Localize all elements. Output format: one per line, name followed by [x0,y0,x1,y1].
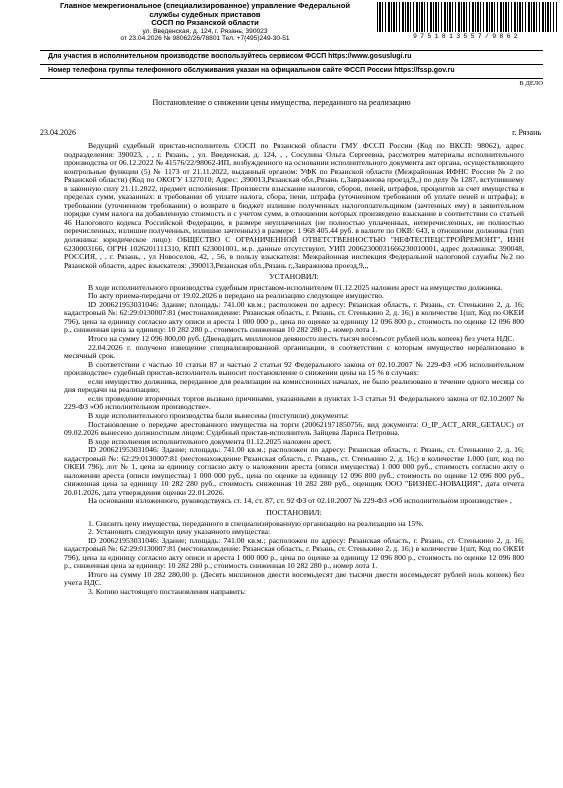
issuer-org-line: службы судебных приставов [149,9,261,19]
phone-notice: Номер телефона группы телефонного обслуживания указан на официальном сайте ФССП России https://fssp.gov.ru [48,67,455,74]
document-city: г. Рязань [512,128,541,137]
filing-note: В ДЕЛО [519,80,543,87]
established-paragraph: Итого на сумму 12 096 800,00 руб. (Двенадцать миллионов девяносто шесть тысяч восемьсот рублей ноль копеек) без учета НДС. [88,334,515,344]
established-paragraph: В ходе исполнения исполнительного документа 01.12.2025 наложен арест. [88,436,332,446]
established-paragraph: Постановление о передаче арестованного имущества на торги (200621971850756, вид документа: O_IP_ACT_ARR_GETAUC) от 09.02.2026 вынесено должностным лицом: Судебный пристав-исполнитель Зайцева Лариса Петровна. [64,419,524,438]
resolved-paragraph: 2. Установить следующую цену указанного имущества: [88,527,271,537]
header-divider [40,50,543,51]
barcode-bars [377,2,557,32]
established-section [64,284,524,506]
established-paragraph: если имущество должника, переданное для реализации на комиссионных началах, не было реализовано в течение одного месяца со дня передачи на реализацию; [64,376,524,395]
resolved-section [64,520,524,597]
established-paragraph: если проведение вторичных торгов вызвано причинами, указанными в пунктах 1-3 статьи 91 Федерального закона от 02.10.2007 № 229-ФЗ «Об исполнительном производстве». [64,393,524,412]
issuer-org-line: Главное межрегиональное (специализированное) управление Федеральной [59,1,351,10]
gosuslugi-notice: Для участия в исполнительном производстве воспользуйтесь сервисом ФССП https://www.gosuslugi.ru [48,53,412,60]
document-number-phone: от 23.04.2026 № 98062/26/78801 Тел. +7(495)249-30-51 [120,35,290,43]
resolved-paragraph: 3. Копию настоящего постановления направить: [88,586,247,596]
intro-paragraph: Ведущий судебный пристав-исполнитель СОСП по Рязанской области ГМУ ФССП России (Код по ВКСП: 98062), адрес подразделения: 390023, , , г. Рязань, , ул. Введенская, д. 124, , , Сосулина Ольга Сергеевна, рассмотрев материалы исполнительного производства от 06.12.2022 № 41576/22/98062-ИП, возбужденного на основании исполнительного документа акт органа, осуществляющего контрольные функции (5) № 1173 от 21.11.2022, выданный органом: УФК по Рязанской области (Межрайонная ИФНС России № 2 по Рязанской области) (Код по ОКОГУ 1327010; Адрес: ,390013,Рязанская обл.,Рязань г,,Завражнова проезд,9,,) по делу № 1287, вступившему в законную силу 21.11.2022, предмет исполнения: Произвести взыскание налогов, сборов, пеней, штрафов, процентов за счет имущества в пределах сумм, указанных: в требовании об уплате налога, сбора, пени, штрафа (уточненном требовании об уплате пеней и штрафа); в требовании (уточненном требовании) о возврате в бюджет излишне полученных налогоплательщиком (зачтенных ему) в заявительном порядке сумм налога на добавленную стоимость и с учетом сумм, в отношении которых произведено взыскание в соответствии со статьей 46 Налогового кодекса Российской Федерации, в размере неуплаченных (не полностью уплаченных, неперечисленных, не полностью перечисленных, излишне полученных, излишне зачтенных) в размере: 1 968 405.44 руб. в валюте по ОКВ: 643, в отношении должника (тип должника: юридическое лицо): ОБЩЕСТВО С ОГРАНИЧЕННОЙ ОТВЕТСТВЕННОСТЬЮ "НЕФТЕСПЕЦСТРОЙРЕМОНТ", ИНН 6230003166, ОГРН 1026201111310, КПП 623001001, м.р. данные отсутствуют, УИП 20062300031666230010001, адрес должника: 390048, РОССИЯ, , , г. Рязань, , ул Новоселов, 42, , 56, в пользу взыскателя: Межрайонная инспекция Федеральной налоговой службы №2 по Рязанской области, адрес взыскателя: ,390013,Рязанская обл.,Рязань г,,Завражнова проезд,9,,, [64,141,524,270]
resolved-paragraph: ID 200621953031046: Здание; площадь: 741.00 кв.м.; расположен по адресу: Рязанская область, г. Рязань, ст. Стенькино 2, д. 16; кадастровый №: 62:29:0130007:81 (местонахождение: Рязанская область, г. Рязань, ст. Стенькино 2, д. 16;) в количестве 1(шт, Код по ОКЕИ 796), цена за единицу согласно акту описи и ареста 1 000 000 р., цена по оценке за единицу 12 096 800 р., стоимость по оценке 12 096 800 р., сниженная цена за единицу: 10 282 280 р., стоимость сниженная 10 282 280 р., номер лота 1. [64,535,524,571]
issuer-header [40,2,370,43]
document-body [64,142,524,596]
header-divider [40,64,543,65]
established-paragraph: На основании изложенного, руководствуясь ст. 14, ст. 87, ст. 92 ФЗ от 02.10.2007 № 229-ФЗ «Об исполнительном производстве» , [88,496,512,506]
issuer-division: СОСП по Рязанской области [151,18,259,28]
resolved-paragraph: Итого на сумму 10 282 280,00 р. (Десять миллионов двести восемьдесят две тысячи двести восемьдесят рублей ноль копеек) без учета НДС. [64,569,524,588]
established-paragraph: В ходе исполнительного производства судебным приставом-исполнителем 01.12.2025 наложен арест на имущество должника. [88,282,503,292]
document-title: Постановление о снижении цены имущества, переданного на реализацию [152,98,411,107]
barcode-digits: 9751813557/9862 [412,33,521,40]
resolved-paragraph: 1. Снизить цену имущества, переданного в специализированную организацию на реализацию на 15%. [88,518,424,528]
issuer-address: ул. Введенская, д. 124, г. Рязань, 390023 [142,27,268,35]
established-paragraph: ID 200621953031046: Здание; площадь: 741.00 кв.м.; расположен по адресу: Рязанская область, г. Рязань, ст. Стенькино 2, д. 16; кадастровый №: 62:29:0130007:81 (местонахождение Рязанская область, г. Рязань, ст. Стенькино 2, д. 16;) в количестве 1.000 (шт, код по ОКЕИ 796), лот № 1, цена за единицу согласно акту о наложении ареста (описи имущества) 1 000 000 руб., стоимость согласно акту о наложении ареста (описи имущества) 1 000 000 руб., цена по оценке за единицу 12 096 800 руб., стоимость по оценке 12 096 800 руб., сниженная цена за единицу 10 282 280 руб., стоимость сниженная 10 282 280 руб., оценщик ООО "БИЗНЕС-НОВАЦИЯ", дата отчета 20.01.2026, дата утверждения оценки 22.01.2026. [64,445,524,497]
established-paragraph: По акту приема-передачи от 19.02.2026 в передано на реализацию следующее имущество. [88,291,384,301]
established-heading: УСТАНОВИЛ: [269,272,319,282]
document-date: 23.04.2026 [40,128,76,137]
resolved-heading: ПОСТАНОВИЛ: [266,507,322,517]
header-divider [40,78,543,79]
established-paragraph: 22.04.2026 г. получено извещение специализированной организации, в соответствии с которым имущество нереализовано в месячный срок. [64,342,524,361]
established-paragraph: В соответствии с частью 10 статьи 87 и частью 2 статьи 92 Федерального закона от 02.10.2007 № 229-ФЗ «Об исполнительном производстве» судебный пристав-исполнитель выносит постановление о снижении цены на 15 % в случаях: [64,359,524,378]
established-paragraph: ID 200621953031046: Здание; площадь: 741.00 кв.м.; расположен по адресу: Рязанская область, г. Рязань, ст. Стенькино 2, д. 16; кадастровый №: 62:29:0130007:81 (местонахождение: Рязанская область, г. Рязань, ст. Стенькино 2, д. 16;) в количестве 1(шт, Код по ОКЕИ 796), цена за единицу согласно акту описи и ареста 1 000 000 р., цена по оценке за единицу 12 096 800 р., стоимость по оценке 12 096 800 р., сниженная цена за единицу: 10 282 280 р., стоимость сниженная 10 282 280 р., номер лота 1. [64,299,524,335]
document-barcode [377,2,557,40]
established-paragraph: В ходе исполнительного производства были вынесены (поступили) документы: [88,410,350,420]
